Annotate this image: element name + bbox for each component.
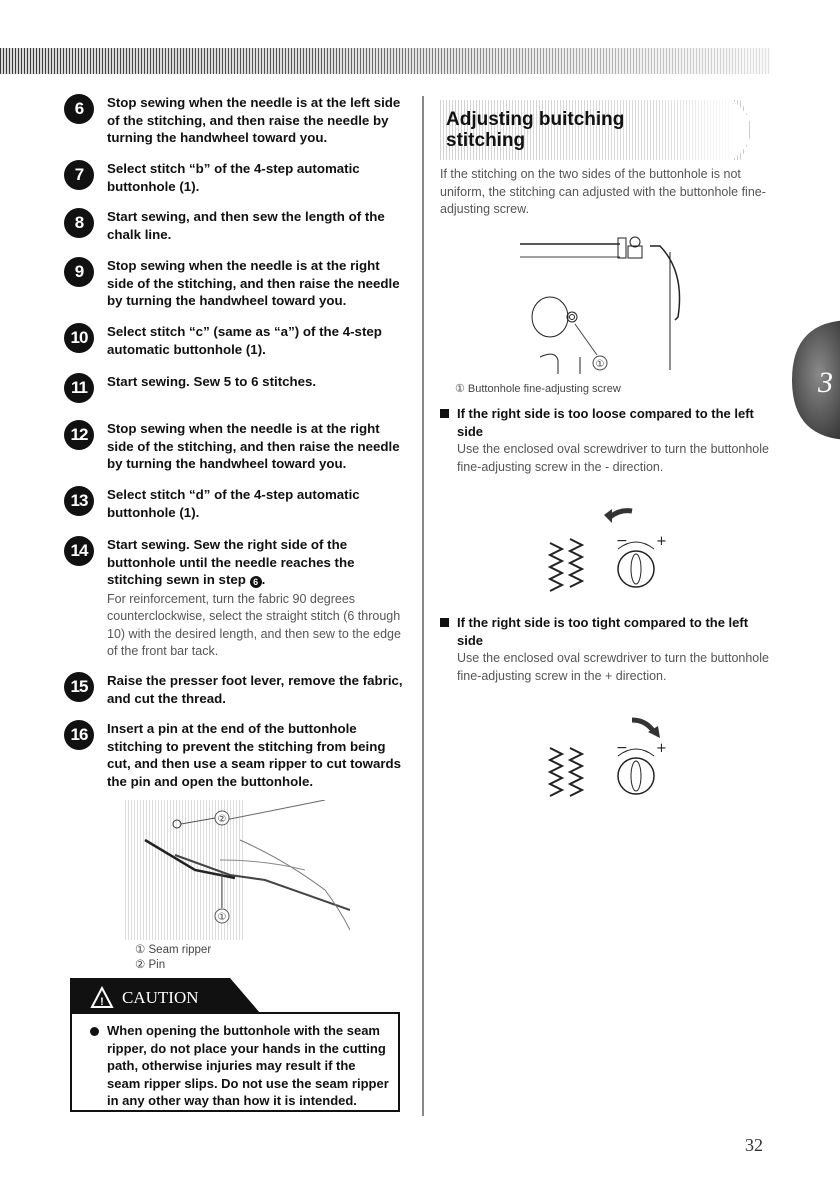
zigzag-stitch-icon (550, 748, 562, 796)
step-text: Select stitch “c” (same as “a”) of the 4-step automatic buttonhole (1). (107, 324, 382, 357)
chapter-number: 3 (818, 366, 833, 399)
caption-pin: ② Pin (135, 959, 166, 971)
loose-section-heading (440, 405, 770, 440)
step-14 (64, 536, 404, 661)
screw-dial-icon (618, 551, 654, 587)
machine-screw-illustration (500, 232, 710, 377)
heading-line-2: stitching (446, 130, 526, 151)
step-13 (64, 486, 404, 521)
arrow-minus-icon (610, 511, 632, 517)
bullet-icon (90, 1027, 99, 1036)
screw-dial-icon (618, 758, 654, 794)
adjust-plus-illustration (548, 712, 678, 802)
step-text: Start sewing. Sew 5 to 6 stitches. (107, 374, 317, 389)
tight-section-title: If the right side is too tight compared to the left side (457, 615, 749, 648)
svg-text:!: ! (100, 996, 104, 1008)
step-10 (64, 323, 404, 358)
loose-section-body: Use the enclosed oval screwdriver to turn the buttonhole fine-adjusting screw in the - direction. (457, 442, 769, 474)
step-text (107, 536, 404, 589)
step-number: 12 (64, 420, 94, 450)
step-text: Stop sewing when the needle is at the right side of the stitching, and then raise the needle by turning the handwheel toward you. (107, 421, 400, 471)
caption-seam-ripper: ① Seam ripper (135, 944, 212, 956)
step-number: 11 (64, 373, 94, 403)
step-text: Select stitch “b” of the 4-step automatic buttonhole (1). (107, 161, 360, 194)
chapter-tab (792, 320, 840, 440)
screw-callout-label: ① (595, 359, 605, 370)
header-bar (0, 48, 770, 74)
step-text-end: . (261, 572, 266, 587)
loose-section-title: If the right side is too loose compared to the left side (457, 406, 754, 439)
step-6 (64, 94, 404, 147)
callout-1-label: ① (217, 912, 227, 923)
step-8 (64, 208, 404, 243)
callout-2-label: ② (217, 814, 227, 825)
step-9 (64, 257, 404, 310)
step-number: 9 (64, 257, 94, 287)
adjust-minus-illustration (548, 505, 678, 595)
caution-item (90, 1022, 390, 1110)
page-number: 32 (745, 1135, 763, 1155)
seam-ripper-illustration (125, 800, 350, 940)
step-text: Insert a pin at the end of the buttonhole stitching to prevent the stitching from being cut, and then use a seam ripper to cut towards the pin and open the buttonhole. (107, 721, 402, 789)
caution-text: When opening the buttonhole with the seam ripper, do not place your hands in the cutting path, otherwise injuries may result if the seam ripper slips. Do not use the seam ripper in any other way than how it is intended. (107, 1023, 389, 1108)
step-text: Raise the presser foot lever, remove the fabric, and cut the thread. (107, 673, 403, 706)
step-number: 10 (64, 323, 94, 353)
column-divider (422, 96, 424, 1116)
section-heading (446, 109, 686, 151)
step-number: 16 (64, 720, 94, 750)
square-bullet-icon (440, 409, 449, 418)
step-reference-badge: 6 (250, 576, 262, 588)
step-7 (64, 160, 404, 195)
plus-sign: + (656, 741, 667, 756)
step-text: Start sewing, and then sew the length of the chalk line. (107, 209, 385, 242)
tight-section-body: Use the enclosed oval screwdriver to turn the buttonhole fine-adjusting screw in the + direction. (457, 651, 769, 683)
step-subtext: For reinforcement, turn the fabric 90 degrees counterclockwise, select the straight stitch (6 through 10) with the desired length, and then sew to the edge of the front bar tack. (107, 591, 401, 658)
step-16 (64, 720, 404, 790)
step-text-main: Start sewing. Sew the right side of the buttonhole until the needle reaches the stitching sewn in step (107, 537, 355, 587)
plus-sign: + (656, 534, 667, 549)
caution-box (70, 1012, 400, 1112)
fig-caption: ① Buttonhole fine-adjusting screw (455, 383, 621, 395)
step-number: 14 (64, 536, 94, 566)
caution-title: CAUTION (122, 988, 199, 1007)
caution-tab (70, 978, 260, 1013)
minus-sign: − (616, 533, 628, 549)
zigzag-stitch-icon (550, 543, 562, 591)
intro-paragraph: If the stitching on the two sides of the buttonhole is not uniform, the stitching can adjusted with the buttonhole fine-adjusting screw. (440, 167, 766, 216)
tight-section-heading (440, 614, 770, 649)
step-number: 7 (64, 160, 94, 190)
arrow-plus-icon (632, 720, 654, 732)
step-text: Stop sewing when the needle is at the right side of the stitching, and then raise the needle by turning the handwheel toward you. (107, 258, 400, 308)
step-text: Select stitch “d” of the 4-step automatic buttonhole (1). (107, 487, 360, 520)
step-number: 8 (64, 208, 94, 238)
step-12 (64, 420, 404, 473)
step-15 (64, 672, 404, 707)
minus-sign: − (616, 740, 628, 756)
step-number: 15 (64, 672, 94, 702)
step-11 (64, 373, 404, 397)
step-number: 6 (64, 94, 94, 124)
square-bullet-icon (440, 618, 449, 627)
step-number: 13 (64, 486, 94, 516)
heading-line-1: Adjusting buitching (446, 109, 625, 130)
step-text: Stop sewing when the needle is at the left side of the stitching, and then raise the needle by turning the handwheel toward you. (107, 95, 401, 145)
